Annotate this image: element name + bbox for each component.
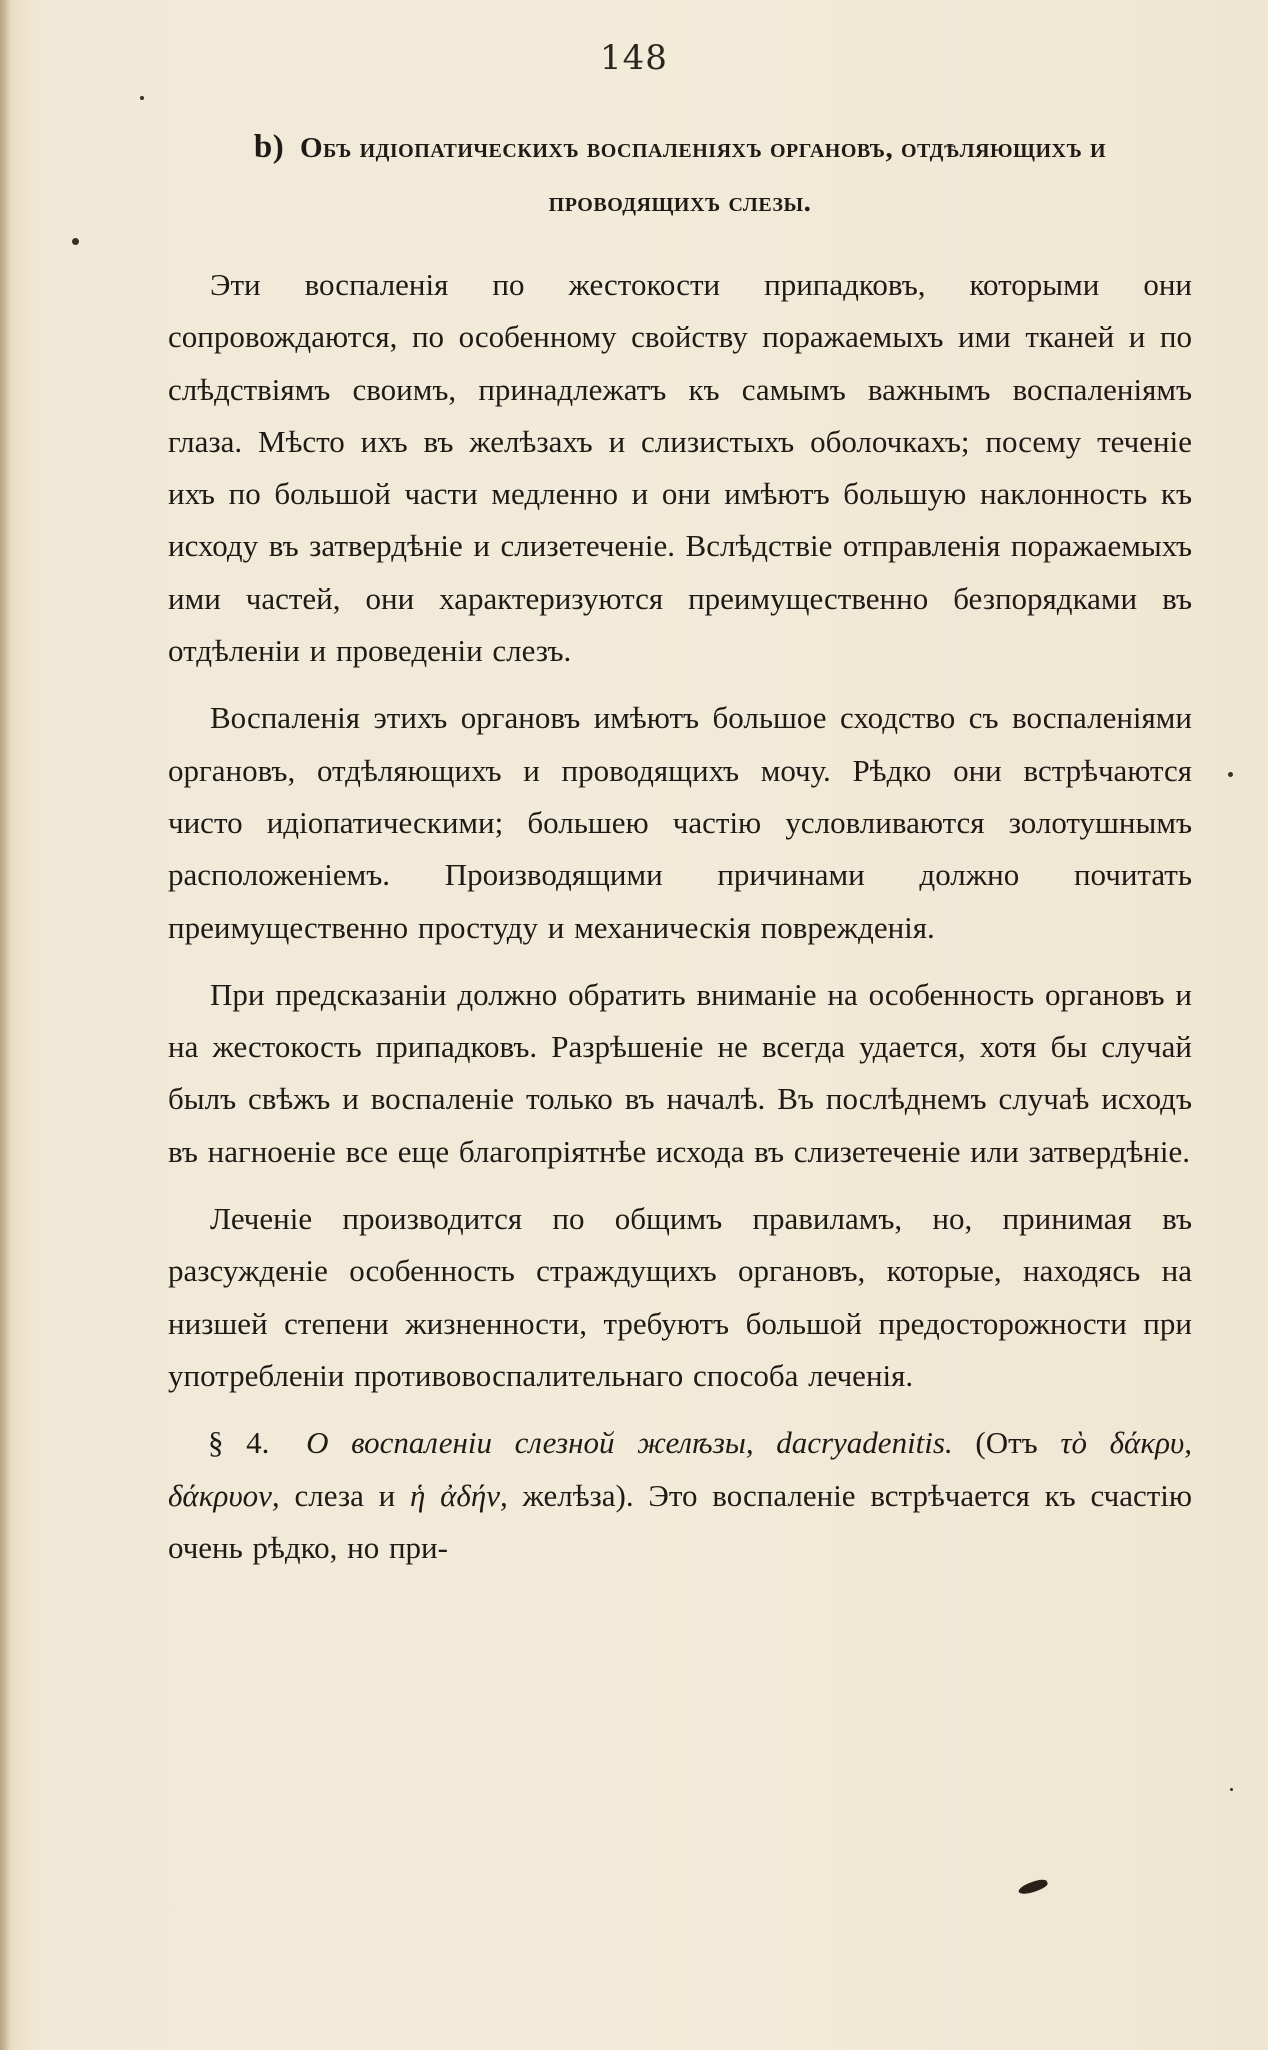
etymology-open: (Отъ [975, 1425, 1038, 1461]
ink-speck [1230, 1788, 1233, 1791]
section-continuation: Это воспаленіе встрѣчается къ счастію очень рѣдко, но при- [168, 1477, 1193, 1565]
subsection-label: b) [253, 129, 285, 165]
text-column [168, 120, 1192, 1574]
ink-speck [140, 96, 144, 100]
greek-term-2: ἡ ἀδήν, [409, 1477, 508, 1513]
paragraph-2: Воспаленія этихъ органовъ имѣютъ большое сходство съ воспаленіями органовъ, отдѣляющихъ и проводящихъ мочу. Рѣдко они встрѣчаются чисто идіопатическими; большею частію условливаются золотушнымъ расположеніемъ. Производящими причинами должно почитать преимущественно простуду и механическія поврежденія. [168, 700, 1192, 945]
paragraph-1: Эти воспаленія по жестокости припадковъ, которыми они сопровождаются, по особенному свойству поражаемыхъ ими тканей и по слѣдствіямъ своимъ, принадлежатъ къ самымъ важнымъ воспаленіямъ глаза. Мѣсто ихъ въ желѣзахъ и слизистыхъ оболочкахъ; посему теченіе ихъ по большой части медленно и они имѣютъ большую наклонность къ исходу въ затвердѣніе и слизетеченіе. Вслѣдствіе отправленія поражаемыхъ ими частей, они характеризуются преимущественно безпорядками въ отдѣленіи и проведеніи слезъ. [168, 267, 1192, 669]
page-edge-shadow [0, 0, 10, 2050]
greek-term-1: τὸ δάκρυ, δάκρυον, [168, 1425, 1193, 1513]
section-number: § 4. [208, 1425, 270, 1461]
page-number: 148 [600, 38, 668, 78]
subsection-title: Объ идіопатическихъ воспаленіяхъ органовъ, отдѣляющихъ и проводящихъ слезы. [300, 132, 1107, 218]
ink-speck [72, 238, 79, 245]
section-paragraph [168, 1417, 1192, 1574]
ink-speck [1228, 772, 1233, 777]
paragraph-4: Леченіе производится по общимъ правиламъ, но, принимая въ разсужденіе особенность страждущихъ органовъ, которые, находясь на низшей степени жизненности, требуютъ большой предосторожности при употребленіи противовоспалительнаго способа леченія. [168, 1201, 1192, 1393]
gloss-1: слеза и [294, 1477, 396, 1513]
section-title: О воспаленіи слезной желѣзы, dacryadenitis. [306, 1425, 953, 1461]
ink-blot [1017, 1877, 1049, 1897]
gloss-2: желѣза). [522, 1477, 634, 1513]
subsection-heading [168, 120, 1192, 229]
paragraph-3: При предсказаніи должно обратить вниманіе на особенность органовъ и на жестокость припадковъ. Разрѣшеніе не всегда удается, хотя бы случай былъ свѣжъ и воспаленіе только въ началѣ. Въ послѣднемъ случаѣ исходъ въ нагноеніе все еще благопріятнѣе исхода въ слизетеченіе или затвердѣніе. [168, 976, 1192, 1169]
